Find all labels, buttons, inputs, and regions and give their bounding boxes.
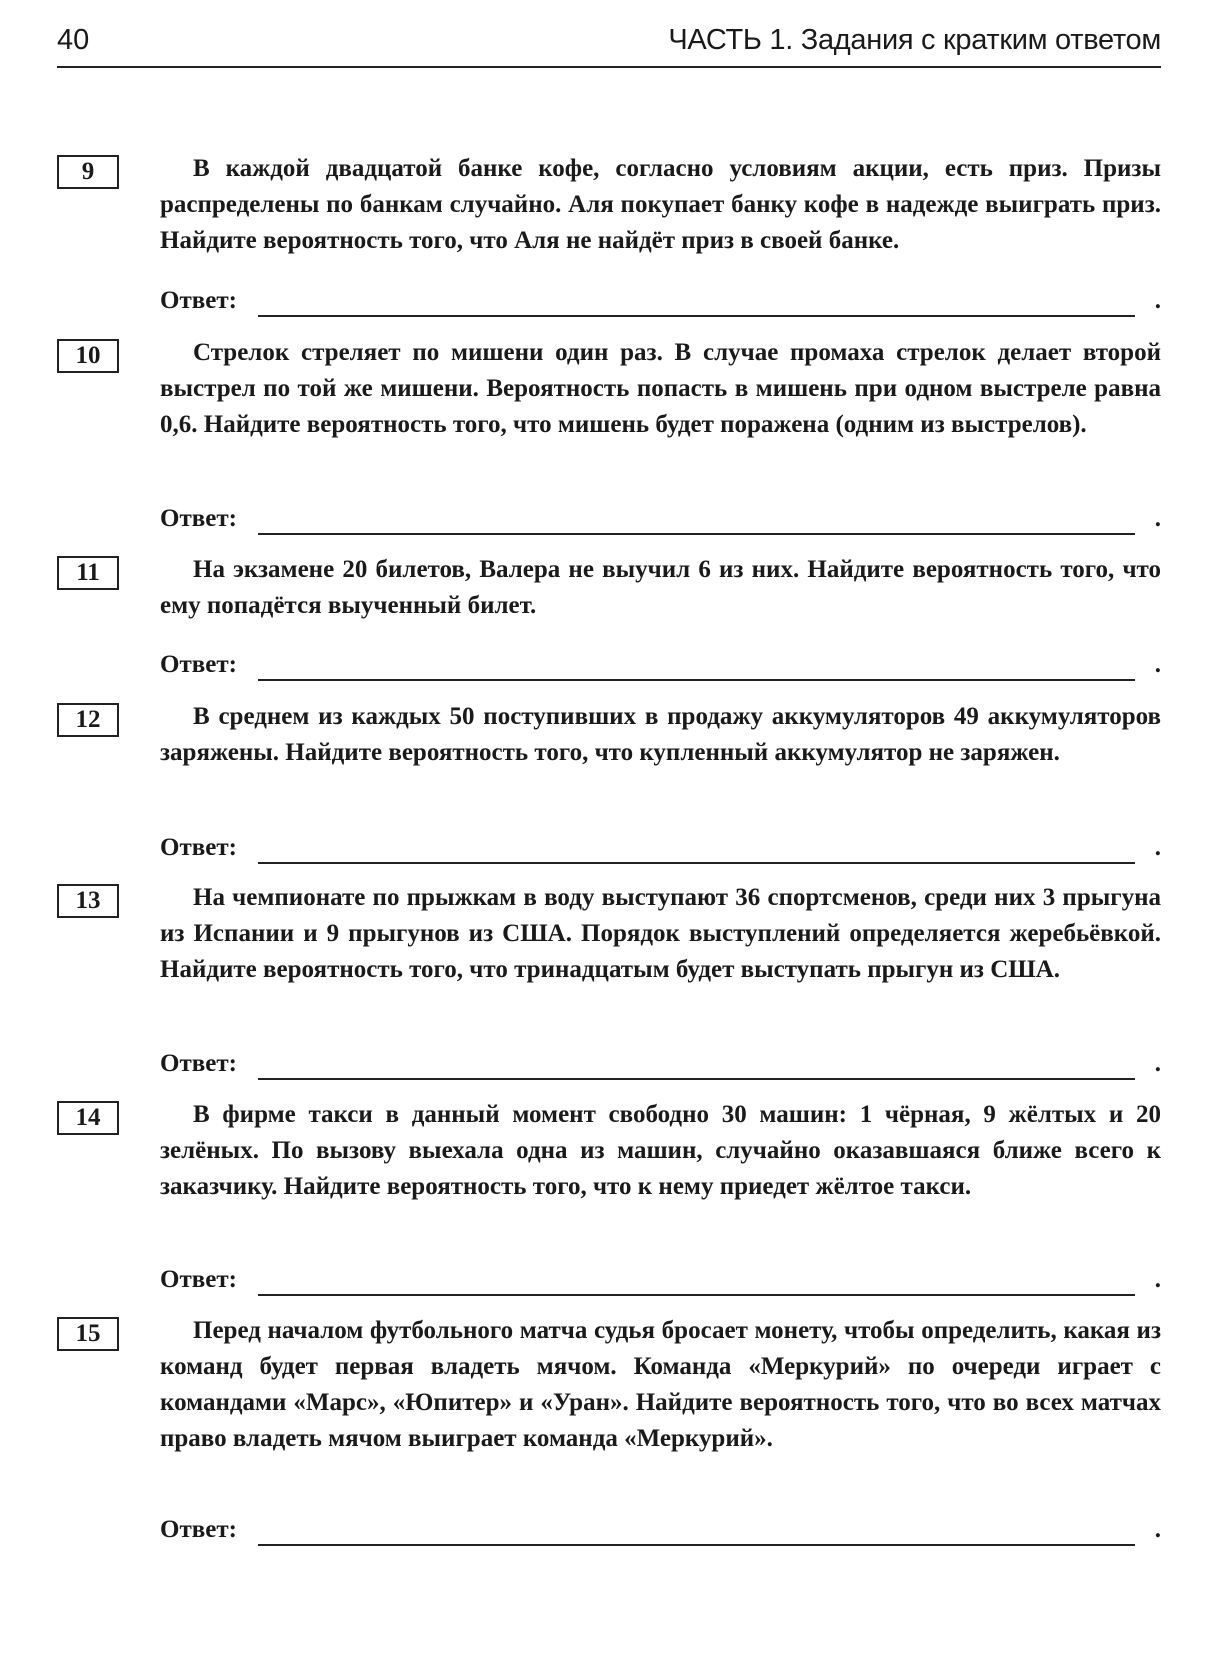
answer-period: . [1154,834,1161,861]
section-title: ЧАСТЬ 1. Задания с кратким ответом [668,24,1161,56]
answer-label: Ответ: [160,505,237,532]
task-text: На чемпионате по прыжкам в воду выступают 36 спортсменов, среди них 3 прыгуна из Испании и 9 прыгунов из США. Порядок выступлений определяется жеребьёвкой. Найдите вероятность того, что тринадцатым будет выступать прыгун из США. [160,884,1161,983]
task-number-box: 12 [57,703,119,737]
task-number-box: 13 [57,884,119,918]
task-text: На экзамене 20 билетов, Валера не выучил 6 из них. Найдите вероятность того, что ему попадётся выученный билет. [160,556,1161,619]
answer-row [160,505,1161,539]
answer-input-line[interactable] [258,1294,1135,1296]
answer-input-line[interactable] [258,315,1135,317]
answer-row [160,834,1161,868]
answer-label: Ответ: [160,1050,237,1077]
task-text: В среднем из каждых 50 поступивших в продажу аккумуляторов 49 аккумуляторов заряжены. Найдите вероятность того, что купленный аккумулятор не заряжен. [160,703,1161,766]
answer-input-line[interactable] [258,1544,1135,1546]
answer-period: . [1154,651,1161,678]
answer-label: Ответ: [160,834,237,861]
answer-label: Ответ: [160,651,237,678]
task-number-box: 14 [57,1101,119,1135]
task-text: Перед началом футбольного матча судья бросает монету, чтобы определить, какая из команд будет первая владеть мячом. Команда «Меркурий» по очереди играет с командами «Марс», «Юпитер» и «Уран». Найдите вероятность того, что во всех матчах право владеть мячом выиграет команда «Меркурий». [160,1317,1161,1452]
answer-period: . [1154,1516,1161,1543]
answer-period: . [1154,287,1161,314]
task-number-box: 15 [57,1317,119,1351]
page-header [57,14,1161,68]
answer-label: Ответ: [160,287,237,314]
answer-row [160,1516,1161,1550]
answer-label: Ответ: [160,1266,237,1293]
answer-row [160,1050,1161,1084]
task-number-box: 10 [57,339,119,373]
answer-period: . [1154,1266,1161,1293]
answer-row [160,287,1161,321]
answer-row [160,1266,1161,1300]
answer-period: . [1154,1050,1161,1077]
task-text: В каждой двадцатой банке кофе, согласно условиям акции, есть приз. Призы распределены по банкам случайно. Аля покупает банку кофе в надежде выиграть приз. Найдите вероятность того, что Аля не найдёт приз в своей банке. [160,155,1161,254]
answer-input-line[interactable] [258,862,1135,864]
answer-input-line[interactable] [258,679,1135,681]
task-text: В фирме такси в данный момент свободно 30 машин: 1 чёрная, 9 жёлтых и 20 зелёных. По вызову выехала одна из машин, случайно оказавшаяся ближе всего к заказчику. Найдите вероятность того, что к нему приедет жёлтое такси. [160,1101,1161,1200]
task-number-box: 11 [57,556,119,590]
answer-input-line[interactable] [258,1078,1135,1080]
page-number: 40 [57,24,90,56]
task-number-box: 9 [57,155,119,189]
answer-label: Ответ: [160,1516,237,1543]
task-text: Стрелок стреляет по мишени один раз. В случае промаха стрелок делает второй выстрел по той же мишени. Вероятность попасть в мишень при одном выстреле равна 0,6. Найдите вероятность того, что мишень будет поражена (одним из выстрелов). [160,339,1161,438]
answer-row [160,651,1161,685]
answer-input-line[interactable] [258,533,1135,535]
answer-period: . [1154,505,1161,532]
